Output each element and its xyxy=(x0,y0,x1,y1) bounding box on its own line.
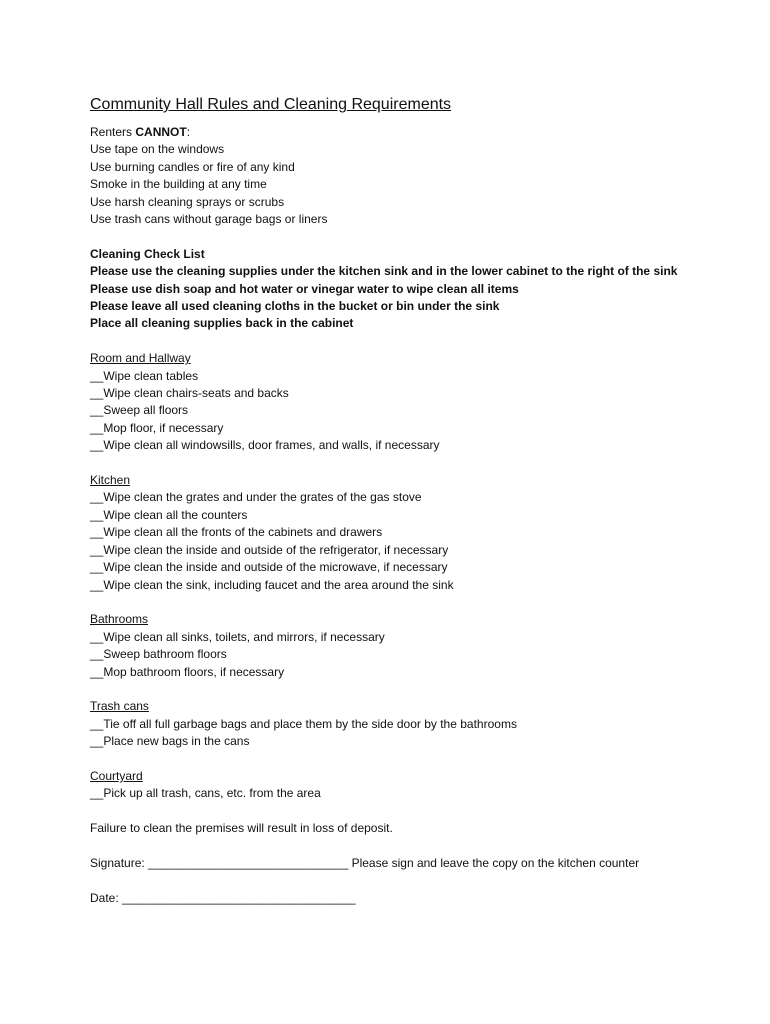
checklist-item: Please use the cleaning supplies under the kitchen sink and in the lower cabinet to the right of the sink xyxy=(90,264,678,279)
rule-item: Use tape on the windows xyxy=(90,142,225,157)
rule-item: Use trash cans without garage bags or liners xyxy=(90,212,328,227)
task-item: __Wipe clean all windowsills, door frames, and walls, if necessary xyxy=(90,438,440,453)
task-item: __Wipe clean the grates and under the grates of the gas stove xyxy=(90,490,422,505)
rule-item: Use harsh cleaning sprays or scrubs xyxy=(90,194,285,209)
renters-section xyxy=(90,124,710,228)
task-item: __Wipe clean chairs-seats and backs xyxy=(90,386,289,401)
task-item: __Wipe clean all sinks, toilets, and mirrors, if necessary xyxy=(90,629,385,644)
checklist-item: Please use dish soap and hot water or vinegar water to wipe clean all items xyxy=(90,281,519,296)
checklist-item: Place all cleaning supplies back in the cabinet xyxy=(90,316,354,331)
task-item: __Mop floor, if necessary xyxy=(90,420,224,435)
checklist-heading: Cleaning Check List xyxy=(90,246,205,261)
checklist-item: Please leave all used cleaning cloths in the bucket or bin under the sink xyxy=(90,299,500,314)
section-heading: Room and Hallway xyxy=(90,351,191,366)
task-item: __Wipe clean the sink, including faucet and the area around the sink xyxy=(90,577,454,592)
checklist-section xyxy=(90,246,710,333)
renters-intro-suffix: : xyxy=(186,125,191,139)
spacer xyxy=(90,751,710,768)
renters-intro-prefix: Renters xyxy=(90,125,136,139)
task-item: __Wipe clean the inside and outside of the refrigerator, if necessary xyxy=(90,542,449,557)
section-heading: Kitchen xyxy=(90,473,131,488)
spacer xyxy=(90,803,710,820)
section-kitchen xyxy=(90,472,710,594)
spacer xyxy=(90,455,710,472)
spacer xyxy=(90,228,710,245)
spacer xyxy=(90,333,710,350)
section-courtyard xyxy=(90,768,710,803)
task-item: __Mop bathroom floors, if necessary xyxy=(90,664,285,679)
section-heading: Trash cans xyxy=(90,699,149,714)
task-item: __Wipe clean tables xyxy=(90,368,199,383)
section-room-hallway xyxy=(90,350,710,454)
task-item: __Wipe clean the inside and outside of the microwave, if necessary xyxy=(90,560,448,575)
section-heading: Bathrooms xyxy=(90,612,149,627)
section-trash-cans xyxy=(90,698,710,750)
spacer xyxy=(90,594,710,611)
task-item: __Place new bags in the cans xyxy=(90,734,250,749)
date-line: Date: ___________________________________ xyxy=(90,890,356,905)
task-item: __Pick up all trash, cans, etc. from the area xyxy=(90,786,321,801)
spacer xyxy=(90,838,710,855)
signature-line: Signature: ______________________________ Please sign and leave the copy on the kitchen counter xyxy=(90,855,640,870)
task-item: __Wipe clean all the counters xyxy=(90,507,248,522)
task-item: __Tie off all full garbage bags and place them by the side door by the bathrooms xyxy=(90,716,517,731)
rule-item: Smoke in the building at any time xyxy=(90,177,267,192)
spacer xyxy=(90,872,710,889)
renters-intro xyxy=(90,124,710,141)
section-bathrooms xyxy=(90,611,710,681)
page-title: Community Hall Rules and Cleaning Requirements xyxy=(90,96,452,113)
renters-intro-bold: CANNOT xyxy=(135,125,187,139)
document-page xyxy=(90,94,710,907)
task-item: __Wipe clean all the fronts of the cabinets and drawers xyxy=(90,525,383,540)
rule-item: Use burning candles or fire of any kind xyxy=(90,159,295,174)
task-item: __Sweep all floors xyxy=(90,403,189,418)
spacer xyxy=(90,681,710,698)
section-heading: Courtyard xyxy=(90,768,143,783)
task-item: __Sweep bathroom floors xyxy=(90,647,227,662)
deposit-warning: Failure to clean the premises will result in loss of deposit. xyxy=(90,821,393,836)
